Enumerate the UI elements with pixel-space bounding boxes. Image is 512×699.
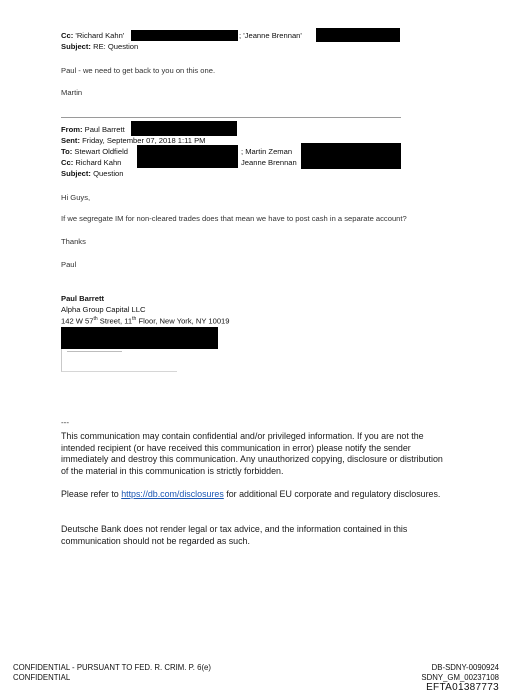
footer-left-1: CONFIDENTIAL - PURSUANT TO FED. R. CRIM. P. 6(e) [13, 663, 211, 672]
header-subject-line [61, 42, 138, 51]
disclaimer-para-3: Deutsche Bank does not render legal or tax advice, and the information contained in this communication should not be regarded as such. [61, 524, 408, 546]
redaction-block [137, 145, 238, 168]
header-cc-value-2: ; 'Jeanne Brennan' [239, 31, 302, 40]
orig-subject-label: Subject: [61, 169, 91, 178]
orig-from-label: From: [61, 125, 83, 134]
redaction-block [131, 30, 238, 41]
orig-to-value: Stewart Oldfield [74, 147, 128, 156]
orig-from-line [61, 125, 125, 134]
header-subject-value: RE: Question [93, 42, 139, 51]
orig-thanks: Thanks [61, 237, 86, 246]
signature-name: Paul Barrett [61, 294, 105, 303]
header-cc-label: Cc: [61, 31, 74, 40]
header-cc-value: 'Richard Kahn' [75, 31, 125, 40]
separator-line [61, 117, 401, 118]
header-subject-label: Subject: [61, 42, 91, 51]
redaction-block [131, 121, 237, 136]
orig-cc-line [61, 158, 121, 167]
orig-cc-value-2: Jeanne Brennan [241, 158, 297, 167]
redaction-block [61, 327, 218, 349]
signature-image-placeholder [61, 349, 177, 372]
disclaimer-para-1: This communication may contain confidential and/or privileged information. If you are not the intended recipient (or have received this communication in error) please notify the sender immediately and destroy this communication. Any unauthorized copying, disclosure or distribution of the material in this communication is strictly forbidden. [61, 431, 443, 476]
disclaimer-para-2: Please refer to https://db.com/disclosures for additional EU corporate and regulatory disclosures. [61, 489, 441, 499]
footer-right-1: DB-SDNY-0090924 [431, 663, 499, 672]
signature-address: 142 W 57th Street, 11th Floor, New York, NY 10019 [61, 316, 230, 326]
disclaimer-dashes: --- [61, 418, 69, 427]
disclosures-link[interactable]: https://db.com/disclosures [121, 489, 224, 499]
orig-sent-value: Friday, September 07, 2018 1:11 PM [82, 136, 206, 145]
redaction-block [316, 28, 400, 42]
orig-cc-value: Richard Kahn [75, 158, 122, 167]
orig-subject-value: Question [93, 169, 124, 178]
orig-from-value: Paul Barrett [84, 125, 125, 134]
orig-greeting: Hi Guys, [61, 193, 91, 202]
orig-sign: Paul [61, 260, 77, 269]
signature-company: Alpha Group Capital LLC [61, 305, 146, 314]
orig-to-line [61, 147, 128, 156]
redaction-block [301, 143, 401, 169]
orig-subject-line [61, 169, 124, 178]
footer-left-2: CONFIDENTIAL [13, 673, 71, 682]
orig-sent-line [61, 136, 206, 145]
footer-right-3: EFTA01387773 [426, 682, 499, 693]
orig-body: If we segregate IM for non-cleared trades does that mean we have to post cash in a separate account? [61, 214, 407, 223]
header-cc-line [61, 31, 124, 40]
orig-to-label: To: [61, 147, 73, 156]
footer-right-2: SDNY_GM_00237108 [421, 673, 499, 682]
orig-to-value-2: ; Martin Zeman [241, 147, 293, 156]
reply-line: Paul - we need to get back to you on this one. [61, 66, 216, 75]
orig-sent-label: Sent: [61, 136, 80, 145]
orig-cc-label: Cc: [61, 158, 74, 167]
reply-signoff: Martin [61, 88, 83, 97]
